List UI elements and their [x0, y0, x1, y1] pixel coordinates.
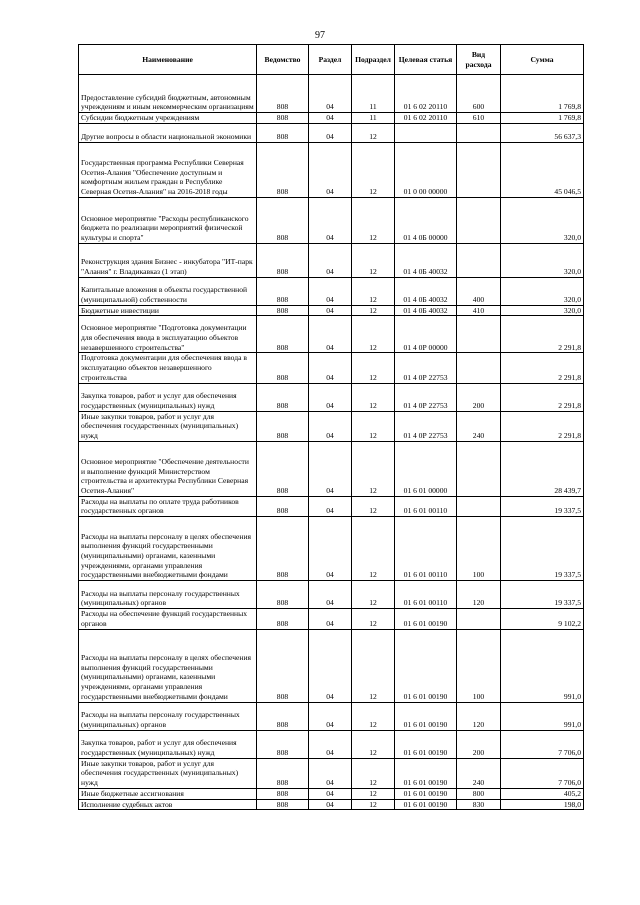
cell-podrazdel: 12: [352, 799, 395, 810]
table-row: [79, 496, 584, 516]
cell-summa: 7 706,0: [501, 730, 584, 758]
cell-podrazdel: 12: [352, 496, 395, 516]
cell-vid: [457, 197, 501, 243]
cell-ved: 808: [257, 496, 309, 516]
cell-razdel: 04: [309, 629, 352, 702]
cell-name: Реконструкция здания Бизнес - инкубатора "ИТ-парк "Алания" г. Владикавказ (1 этап): [79, 243, 257, 277]
cell-statya: 01 6 01 00000: [395, 441, 457, 496]
cell-statya: 01 4 0Б 40032: [395, 243, 457, 277]
cell-summa: 1 769,8: [501, 113, 584, 124]
table-row: [79, 353, 584, 383]
cell-name: Закупка товаров, работ и услуг для обеспечения государственных (муниципальных) нужд: [79, 383, 257, 411]
cell-statya: 01 4 0Р 00000: [395, 316, 457, 353]
cell-statya: 01 6 01 00190: [395, 730, 457, 758]
cell-ved: 808: [257, 758, 309, 788]
cell-podrazdel: 11: [352, 113, 395, 124]
table-body: [79, 75, 584, 810]
cell-summa: 1 769,8: [501, 75, 584, 113]
cell-name: Расходы на выплаты персоналу государственных (муниципальных) органов: [79, 702, 257, 730]
cell-name: Иные закупки товаров, работ и услуг для обеспечения государственных (муниципальных) нужд: [79, 411, 257, 441]
cell-podrazdel: 12: [352, 788, 395, 799]
cell-podrazdel: 12: [352, 441, 395, 496]
cell-vid: 100: [457, 629, 501, 702]
cell-podrazdel: 12: [352, 730, 395, 758]
cell-ved: 808: [257, 799, 309, 810]
table-row: [79, 142, 584, 197]
table-row: [79, 123, 584, 142]
cell-vid: 100: [457, 517, 501, 581]
table-row: [79, 629, 584, 702]
cell-razdel: 04: [309, 581, 352, 609]
cell-podrazdel: 12: [352, 758, 395, 788]
cell-summa: 405,2: [501, 788, 584, 799]
cell-razdel: 04: [309, 609, 352, 629]
cell-name: Основное мероприятие "Подготовка документации для обеспечения ввода в эксплуатацию объектов незавершенного строительства": [79, 316, 257, 353]
cell-summa: 320,0: [501, 197, 584, 243]
table-row: [79, 383, 584, 411]
cell-name: Подготовка документации для обеспечения ввода в эксплуатацию объектов незавершенного строительства: [79, 353, 257, 383]
cell-ved: 808: [257, 383, 309, 411]
cell-statya: [395, 123, 457, 142]
cell-vid: [457, 123, 501, 142]
cell-name: Расходы на выплаты по оплате труда работников государственных органов: [79, 496, 257, 516]
table-row: [79, 581, 584, 609]
table-row: [79, 305, 584, 316]
cell-razdel: 04: [309, 277, 352, 305]
cell-ved: 808: [257, 305, 309, 316]
cell-ved: 808: [257, 581, 309, 609]
header-summa: Сумма: [501, 45, 584, 75]
header-razdel: Раздел: [309, 45, 352, 75]
table-row: [79, 517, 584, 581]
table-header: [79, 45, 584, 75]
cell-statya: 01 6 01 00110: [395, 581, 457, 609]
cell-summa: 7 706,0: [501, 758, 584, 788]
cell-podrazdel: 12: [352, 123, 395, 142]
cell-statya: 01 4 0Б 40032: [395, 305, 457, 316]
cell-razdel: 04: [309, 788, 352, 799]
cell-razdel: 04: [309, 411, 352, 441]
table-row: [79, 411, 584, 441]
cell-name: Бюджетные инвестиции: [79, 305, 257, 316]
cell-razdel: 04: [309, 799, 352, 810]
cell-name: Закупка товаров, работ и услуг для обеспечения государственных (муниципальных) нужд: [79, 730, 257, 758]
cell-summa: 320,0: [501, 277, 584, 305]
cell-podrazdel: 12: [352, 305, 395, 316]
cell-summa: 991,0: [501, 629, 584, 702]
cell-vid: 610: [457, 113, 501, 124]
cell-ved: 808: [257, 441, 309, 496]
cell-vid: [457, 316, 501, 353]
cell-ved: 808: [257, 243, 309, 277]
cell-ved: 808: [257, 142, 309, 197]
cell-vid: 410: [457, 305, 501, 316]
table-row: [79, 441, 584, 496]
cell-razdel: 04: [309, 758, 352, 788]
cell-name: Расходы на обеспечение функций государственных органов: [79, 609, 257, 629]
cell-statya: 01 0 00 00000: [395, 142, 457, 197]
cell-ved: 808: [257, 316, 309, 353]
cell-podrazdel: 12: [352, 316, 395, 353]
cell-podrazdel: 12: [352, 353, 395, 383]
header-ved: Ведомство: [257, 45, 309, 75]
table-row: [79, 799, 584, 810]
cell-podrazdel: 12: [352, 277, 395, 305]
cell-razdel: 04: [309, 142, 352, 197]
cell-name: Государственная программа Республики Северная Осетия-Алания "Обеспечение доступным и комфортным жильем граждан в Республике Северная Осетия-Алания" на 2016-2018 годы: [79, 142, 257, 197]
table-row: [79, 758, 584, 788]
cell-ved: 808: [257, 353, 309, 383]
cell-summa: 320,0: [501, 243, 584, 277]
cell-summa: 19 337,5: [501, 496, 584, 516]
cell-vid: [457, 441, 501, 496]
table-row: [79, 113, 584, 124]
cell-summa: 2 291,8: [501, 383, 584, 411]
table-row: [79, 609, 584, 629]
cell-summa: 198,0: [501, 799, 584, 810]
cell-statya: 01 6 01 00190: [395, 609, 457, 629]
cell-ved: 808: [257, 411, 309, 441]
cell-ved: 808: [257, 702, 309, 730]
cell-ved: 808: [257, 75, 309, 113]
cell-statya: 01 6 01 00190: [395, 629, 457, 702]
header-statya: Целевая статья: [395, 45, 457, 75]
cell-statya: 01 6 01 00190: [395, 799, 457, 810]
cell-name: Основное мероприятие "Обеспечение деятельности и выполнение функций Министерством строительства и архитектуры Республики Северная Осетия-Алания": [79, 441, 257, 496]
cell-razdel: 04: [309, 517, 352, 581]
cell-ved: 808: [257, 123, 309, 142]
budget-table: [78, 44, 584, 810]
cell-name: Расходы на выплаты персоналу государственных (муниципальных) органов: [79, 581, 257, 609]
cell-ved: 808: [257, 113, 309, 124]
cell-podrazdel: 12: [352, 609, 395, 629]
cell-razdel: 04: [309, 353, 352, 383]
cell-razdel: 04: [309, 730, 352, 758]
header-podrazdel: Подраздел: [352, 45, 395, 75]
table-row: [79, 316, 584, 353]
cell-razdel: 04: [309, 441, 352, 496]
cell-razdel: 04: [309, 383, 352, 411]
cell-razdel: 04: [309, 496, 352, 516]
cell-name: Капитальные вложения в объекты государственной (муниципальной) собственности: [79, 277, 257, 305]
cell-statya: 01 6 02 20110: [395, 113, 457, 124]
cell-podrazdel: 12: [352, 629, 395, 702]
cell-ved: 808: [257, 788, 309, 799]
table-row: [79, 730, 584, 758]
cell-ved: 808: [257, 609, 309, 629]
cell-summa: 56 637,3: [501, 123, 584, 142]
cell-summa: 19 337,5: [501, 581, 584, 609]
cell-summa: 991,0: [501, 702, 584, 730]
cell-statya: 01 6 01 00110: [395, 517, 457, 581]
cell-statya: 01 6 01 00190: [395, 788, 457, 799]
cell-podrazdel: 12: [352, 581, 395, 609]
cell-podrazdel: 12: [352, 702, 395, 730]
cell-name: Исполнение судебных актов: [79, 799, 257, 810]
cell-vid: 600: [457, 75, 501, 113]
cell-statya: 01 6 01 00190: [395, 702, 457, 730]
cell-name: Другие вопросы в области национальной экономики: [79, 123, 257, 142]
header-row: [79, 45, 584, 75]
cell-razdel: 04: [309, 305, 352, 316]
cell-vid: [457, 353, 501, 383]
header-name: Наименование: [79, 45, 257, 75]
cell-name: Расходы на выплаты персоналу в целях обеспечения выполнения функций государственными (муниципальными) органами, казенными учреждениями, органами управления государственными внебюджетными фондами: [79, 629, 257, 702]
cell-razdel: 04: [309, 243, 352, 277]
header-vid: Вид расхода: [457, 45, 501, 75]
cell-statya: 01 4 0Б 40032: [395, 277, 457, 305]
cell-name: Субсидии бюджетным учреждениям: [79, 113, 257, 124]
cell-summa: 2 291,8: [501, 353, 584, 383]
cell-statya: 01 6 02 20110: [395, 75, 457, 113]
cell-vid: 400: [457, 277, 501, 305]
cell-razdel: 04: [309, 316, 352, 353]
cell-name: Предоставление субсидий бюджетным, автономным учреждениям и иным некоммерческим организациям: [79, 75, 257, 113]
cell-name: Иные бюджетные ассигнования: [79, 788, 257, 799]
cell-vid: [457, 243, 501, 277]
cell-name: Иные закупки товаров, работ и услуг для обеспечения государственных (муниципальных) нужд: [79, 758, 257, 788]
cell-podrazdel: 11: [352, 75, 395, 113]
cell-vid: 830: [457, 799, 501, 810]
cell-summa: 2 291,8: [501, 411, 584, 441]
cell-razdel: 04: [309, 113, 352, 124]
cell-ved: 808: [257, 730, 309, 758]
cell-vid: [457, 142, 501, 197]
cell-podrazdel: 12: [352, 197, 395, 243]
cell-statya: 01 6 01 00190: [395, 758, 457, 788]
cell-summa: 19 337,5: [501, 517, 584, 581]
cell-summa: 2 291,8: [501, 316, 584, 353]
cell-podrazdel: 12: [352, 142, 395, 197]
page-number: 97: [315, 30, 325, 41]
cell-summa: 9 102,2: [501, 609, 584, 629]
cell-summa: 45 046,5: [501, 142, 584, 197]
cell-summa: 320,0: [501, 305, 584, 316]
table-row: [79, 702, 584, 730]
cell-vid: [457, 609, 501, 629]
cell-summa: 28 439,7: [501, 441, 584, 496]
cell-vid: [457, 496, 501, 516]
cell-vid: 120: [457, 581, 501, 609]
cell-podrazdel: 12: [352, 383, 395, 411]
cell-podrazdel: 12: [352, 243, 395, 277]
table-row: [79, 788, 584, 799]
cell-ved: 808: [257, 197, 309, 243]
cell-name: Расходы на выплаты персоналу в целях обеспечения выполнения функций государственными (муниципальными) органами, казенными учреждениями, органами управления государственными внебюджетными фондами: [79, 517, 257, 581]
cell-ved: 808: [257, 277, 309, 305]
cell-statya: 01 6 01 00110: [395, 496, 457, 516]
cell-razdel: 04: [309, 197, 352, 243]
table-row: [79, 75, 584, 113]
cell-podrazdel: 12: [352, 411, 395, 441]
cell-vid: 800: [457, 788, 501, 799]
cell-razdel: 04: [309, 75, 352, 113]
cell-vid: 240: [457, 758, 501, 788]
table-row: [79, 243, 584, 277]
cell-statya: 01 4 0Р 22753: [395, 383, 457, 411]
cell-vid: 200: [457, 730, 501, 758]
cell-statya: 01 4 0Б 00000: [395, 197, 457, 243]
cell-ved: 808: [257, 629, 309, 702]
cell-podrazdel: 12: [352, 517, 395, 581]
cell-vid: 120: [457, 702, 501, 730]
table-row: [79, 197, 584, 243]
cell-statya: 01 4 0Р 22753: [395, 411, 457, 441]
table-row: [79, 277, 584, 305]
cell-razdel: 04: [309, 702, 352, 730]
cell-vid: 240: [457, 411, 501, 441]
cell-statya: 01 4 0Р 22753: [395, 353, 457, 383]
cell-razdel: 04: [309, 123, 352, 142]
cell-name: Основное мероприятие "Расходы республиканского бюджета по реализации мероприятий физической культуры и спорта": [79, 197, 257, 243]
cell-vid: 200: [457, 383, 501, 411]
cell-ved: 808: [257, 517, 309, 581]
